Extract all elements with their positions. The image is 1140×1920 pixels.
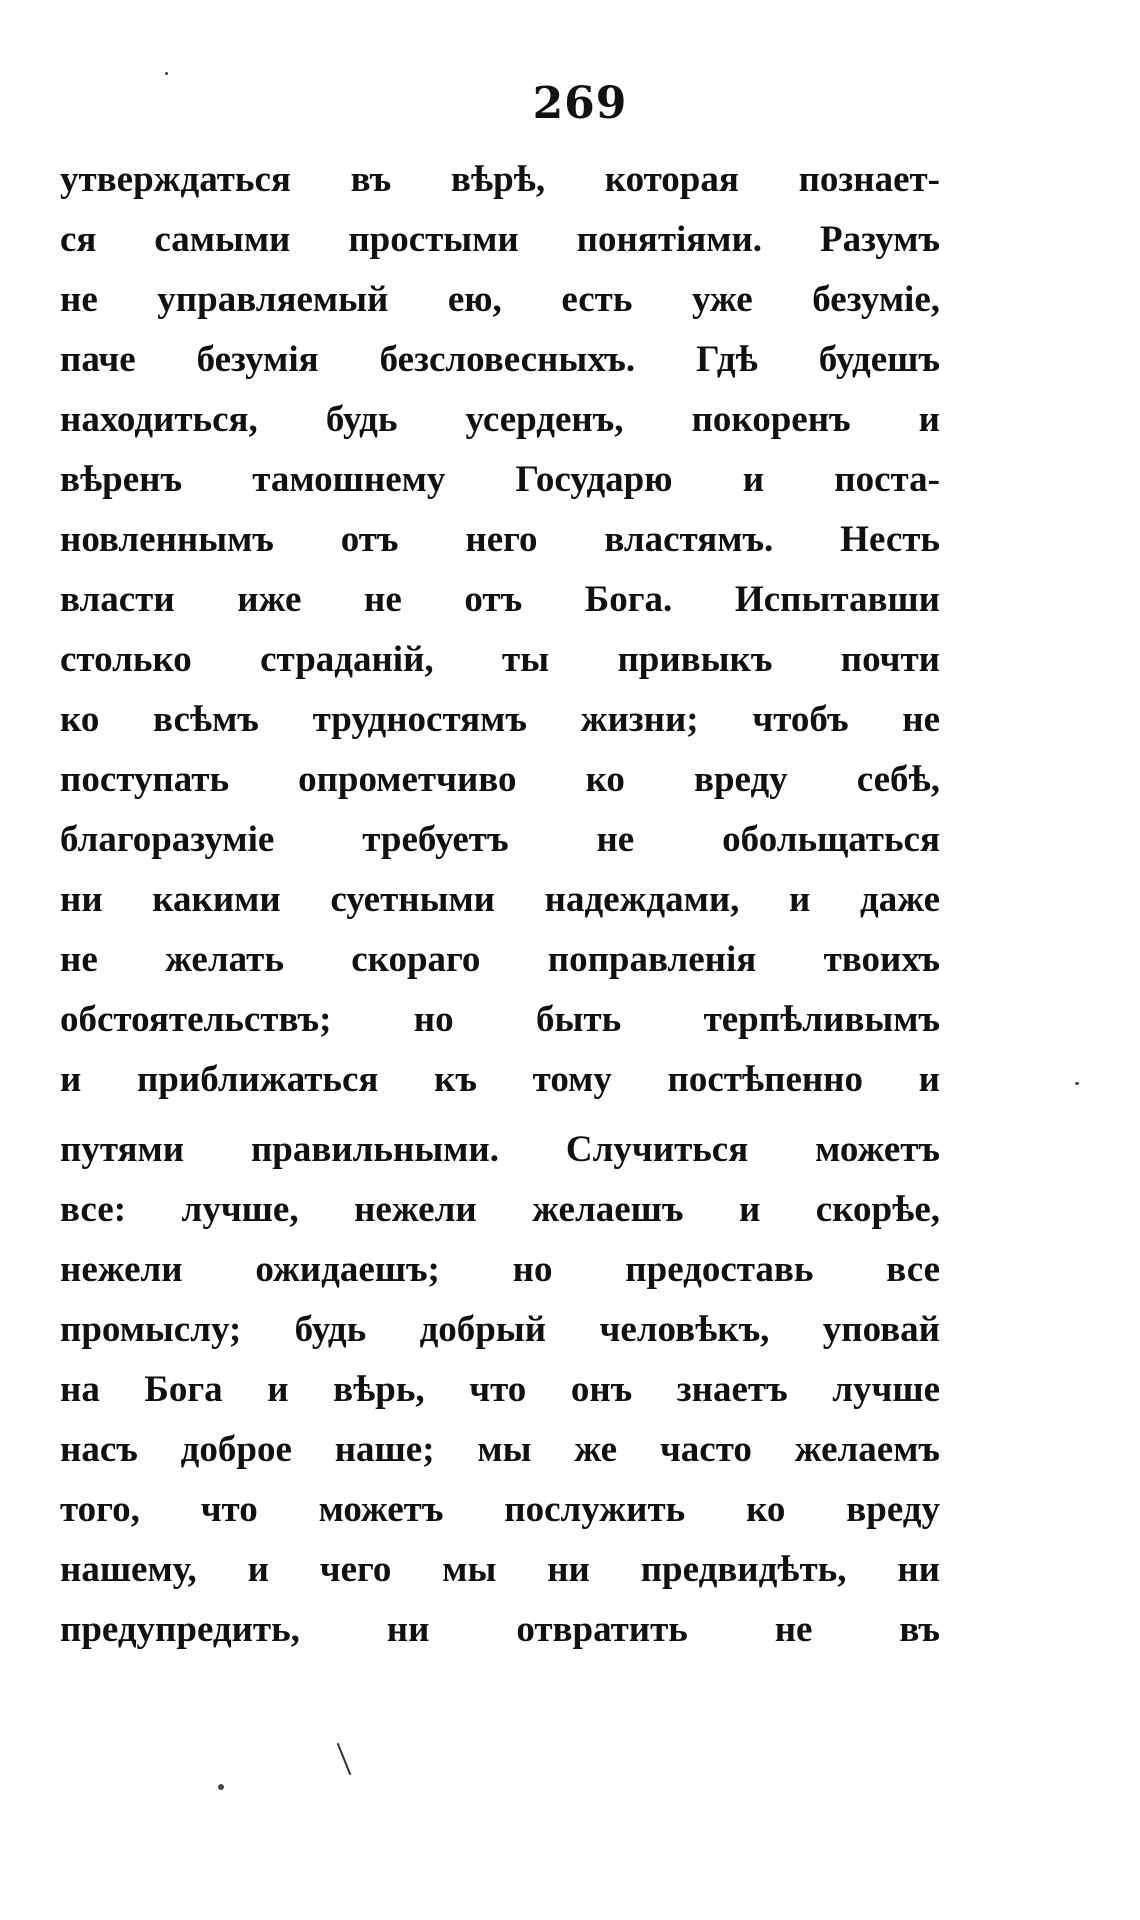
text-line: ся самыми простыми понятіями. Разумъ	[60, 219, 940, 260]
text-line: власти иже не отъ Бога. Испытавши	[60, 579, 940, 620]
scan-speck	[165, 72, 168, 75]
text-line: вѣренъ тамошнему Государю и поста-	[60, 459, 940, 500]
text-line: предупредить, ни отвратить не въ	[60, 1609, 940, 1650]
page-number: 269	[532, 78, 628, 129]
text-line: нашему, и чего мы ни предвидѣть, ни	[60, 1549, 940, 1590]
text-line: паче безумія безсловесныхъ. Гдѣ будешъ	[60, 339, 940, 380]
text-line: промыслу; будь добрый человѣкъ, уповай	[60, 1309, 940, 1350]
text-line: обстоятельствъ; но быть терпѣливымъ	[60, 999, 940, 1040]
text-line: не управляемый ею, есть уже безуміе,	[60, 279, 940, 320]
text-line: благоразуміе требуетъ не обольщаться	[60, 819, 940, 860]
text-line: путями правильными. Случиться можетъ	[60, 1129, 940, 1170]
text-line: нежели ожидаешъ; но предоставь все	[60, 1249, 940, 1290]
text-line: находиться, будь усерденъ, покоренъ и	[60, 399, 940, 440]
text-line: того, что можетъ послужить ко вреду	[60, 1489, 940, 1530]
text-line: поступать опрометчиво ко вреду себѣ,	[60, 759, 940, 800]
body-text	[60, 150, 940, 1660]
text-line: не желать скораго поправленія твоихъ	[60, 939, 940, 980]
text-line: на Бога и вѣрь, что онъ знаетъ лучше	[60, 1369, 940, 1410]
text-line: утверждаться въ вѣрѣ, которая познает-	[60, 159, 940, 200]
text-line: столько страданій, ты привыкъ почти	[60, 639, 940, 680]
scan-speck	[218, 1784, 224, 1790]
scan-mark	[337, 1743, 352, 1775]
text-line: ко всѣмъ трудностямъ жизни; чтобъ не	[60, 699, 940, 740]
text-line: новленнымъ отъ него властямъ. Несть	[60, 519, 940, 560]
text-line: все: лучше, нежели желаешъ и скорѣе,	[60, 1189, 940, 1230]
text-line: и приближаться къ тому постѣпенно и	[60, 1059, 940, 1100]
text-line: ни какими суетными надеждами, и даже	[60, 879, 940, 920]
text-line: насъ доброе наше; мы же часто желаемъ	[60, 1429, 940, 1470]
scan-speck	[1075, 1082, 1079, 1085]
